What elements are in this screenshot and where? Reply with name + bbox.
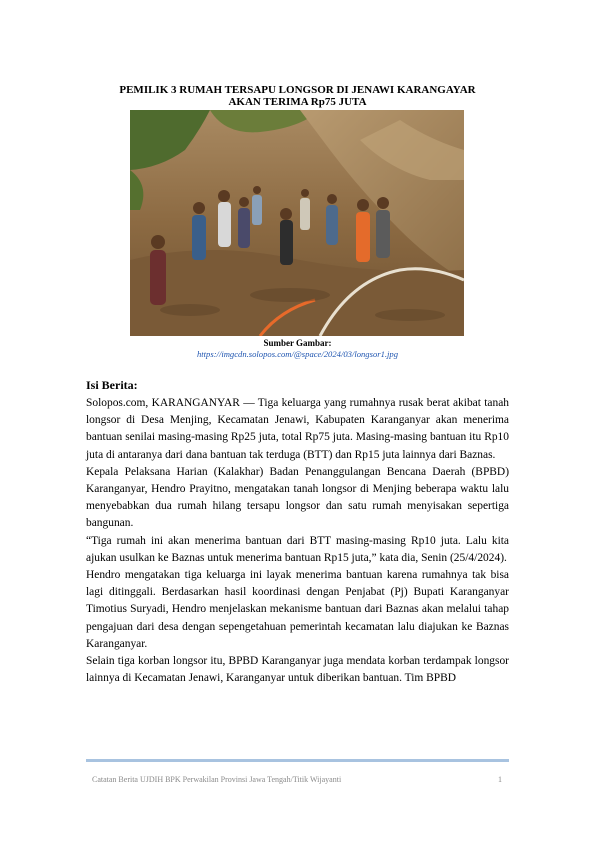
article-body [86, 395, 509, 687]
paragraph-5: Selain tiga korban longsor itu, BPBD Karanganyar juga mendata korban terdampak longsor lainnya di Kecamatan Jenawi, Karanganyar untuk diberikan bantuan. Tim BPBD [86, 655, 509, 685]
paragraph-4: Hendro mengatakan tiga keluarga ini layak menerima bantuan karena rumahnya tak bisa lagi ditinggali. Berdasarkan hasil koordinasi dengan Penjabat (Pj) Bupati Karanganyar Timotius Suryadi, Hendro menjelaskan mekanisme bantuan dari Baznas akan melalui tahap pengajuan dari desa dengan sepengetahuan pemerintah kecamatan lalu diajukan ke Baznas Karanganyar. [86, 569, 509, 650]
landslide-photo-illustration [130, 110, 464, 336]
article-title-line-2: AKAN TERIMA Rp75 JUTA [228, 96, 367, 108]
landslide-photo [130, 110, 464, 336]
footer-text: Catatan Berita UJDIH BPK Perwakilan Provinsi Jawa Tengah/Titik Wijayanti [92, 775, 342, 784]
section-heading: Isi Berita: [86, 378, 138, 392]
paragraph-1: Solopos.com, KARANGANYAR — Tiga keluarga yang rumahnya rusak berat akibat tanah longsor di Desa Menjing, Kecamatan Jenawi, Kabupaten Karanganyar akan menerima bantuan senilai masing-masing Rp25 juta, total Rp75 juta. Masing-masing bantuan itu Rp10 juta di antaranya dari dana bantuan tak terduga (BTT) dan Rp15 juta lainnya dari Baznas. [86, 397, 509, 461]
paragraph-2: Kepala Pelaksana Harian (Kalakhar) Badan Penanggulangan Bencana Daerah (BPBD) Karanganyar, Hendro Prayitno, mengatakan tanah longsor di Menjing beberapa waktu lalu menyebabkan dua rumah hilang tersapu longsor dan satu rumah menyisakan sepertiga bangunan. [86, 465, 509, 530]
article-title-line-1: PEMILIK 3 RUMAH TERSAPU LONGSOR DI JENAWI KARANGAYAR [119, 84, 476, 96]
image-caption-label: Sumber Gambar: [263, 338, 332, 348]
article-title [86, 84, 509, 108]
page-number: 1 [498, 775, 502, 784]
paragraph-3: “Tiga rumah ini akan menerima bantuan dari BTT masing-masing Rp10 juta. Lalu kita ajukan usulkan ke Baznas untuk menerima bantuan Rp15 juta,” kata dia, Senin (25/4/2024). [86, 534, 509, 564]
footer-divider [86, 759, 509, 762]
image-source-link[interactable]: https://imgcdn.solopos.com/@space/2024/03/longsor1.jpg [196, 349, 399, 359]
